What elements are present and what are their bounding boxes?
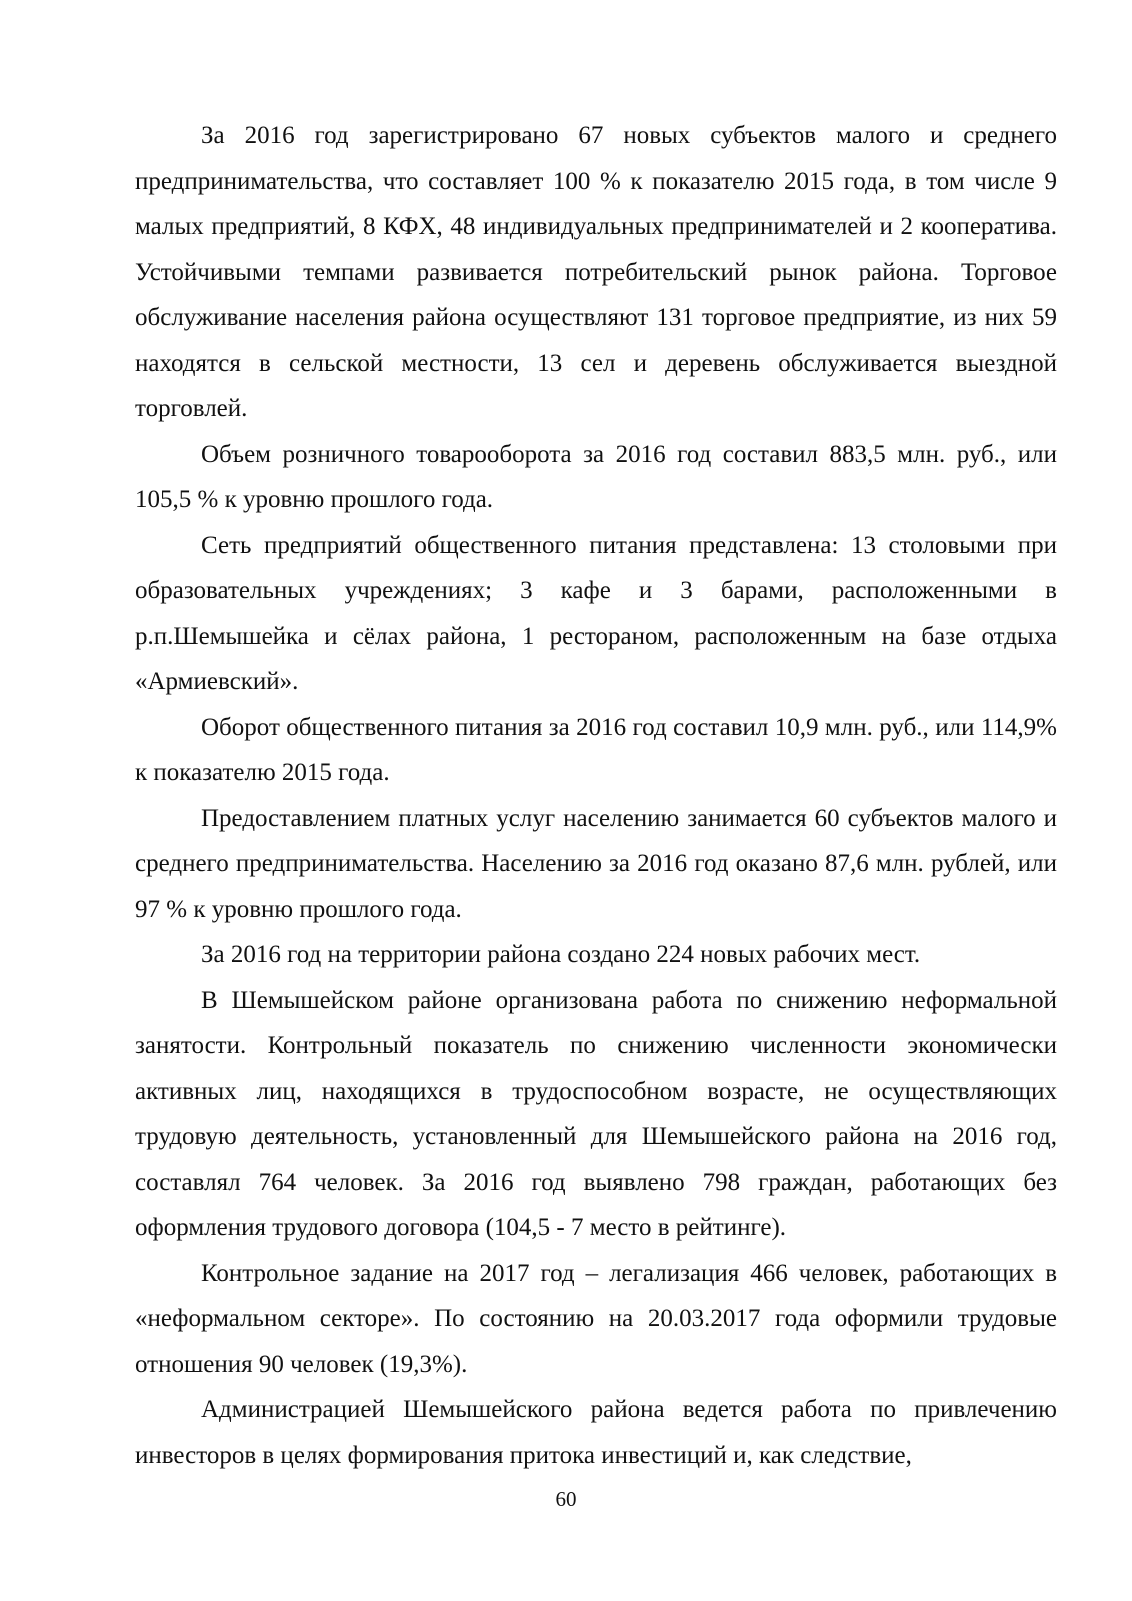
paragraph-5: Предоставлением платных услуг населению занимается 60 субъектов малого и среднего предпринимательства. Населению за 2016 год оказано 87,6 млн. рублей, или 97 % к уровню прошлого года. <box>135 804 1057 923</box>
page-number: 60 <box>555 1487 577 1511</box>
paragraph-8: Контрольное задание на 2017 год – легализация 466 человек, работающих в «неформальном секторе». По состоянию на 20.03.2017 года оформили трудовые отношения 90 человек (19,3%). <box>135 1259 1057 1378</box>
paragraph-6: За 2016 год на территории района создано 224 новых рабочих мест. <box>201 941 921 968</box>
page-body <box>135 113 1057 1478</box>
paragraph-1: За 2016 год зарегистрировано 67 новых субъектов малого и среднего предпринимательства, что составляет 100 % к показателю 2015 года, в том числе 9 малых предприятий, 8 КФХ, 48 индивидуальных предпринимателей и 2 кооператива. Устойчивыми темпами развивается потребительский рынок района. Торговое обслуживание населения района осуществляют 131 торговое предприятие, из них 59 находятся в сельской местности, 13 сел и деревень обслуживается выездной торговлей. <box>135 122 1057 422</box>
paragraph-4: Оборот общественного питания за 2016 год составил 10,9 млн. руб., или 114,9% к показателю 2015 года. <box>135 713 1057 786</box>
paragraph-2: Объем розничного товарооборота за 2016 год составил 883,5 млн. руб., или 105,5 % к уровню прошлого года. <box>135 440 1057 513</box>
paragraph-7: В Шемышейском районе организована работа по снижению неформальной занятости. Контрольный показатель по снижению численности экономически активных лиц, находящихся в трудоспособном возрасте, не осуществляющих трудовую деятельность, установленный для Шемышейского района на 2016 год, составлял 764 человек. За 2016 год выявлено 798 граждан, работающих без оформления трудового договора (104,5 - 7 место в рейтинге). <box>135 986 1057 1241</box>
paragraph-9: Администрацией Шемышейского района ведется работа по привлечению инвесторов в целях формирования притока инвестиций и, как следствие, <box>135 1396 1057 1469</box>
paragraph-3: Сеть предприятий общественного питания представлена: 13 столовыми при образовательных учреждениях; 3 кафе и 3 барами, расположенными в р.п.Шемышейка и сёлах района, 1 рестораном, расположенным на базе отдыха «Армиевский». <box>135 531 1057 695</box>
